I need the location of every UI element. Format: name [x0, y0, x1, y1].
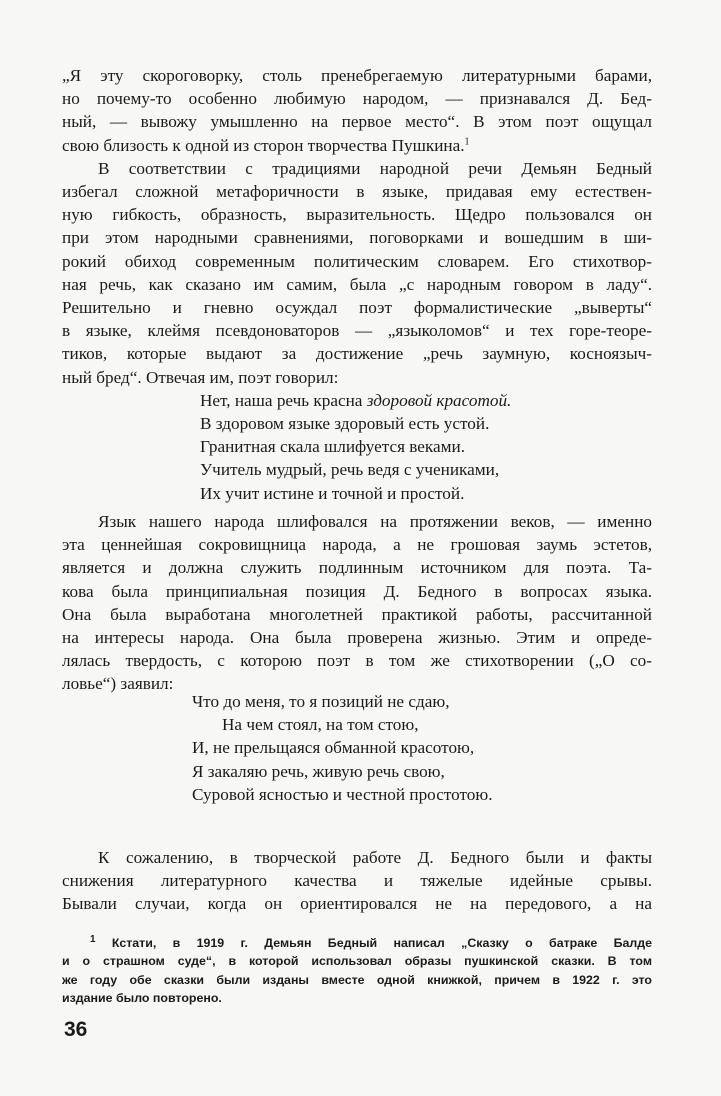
- verse-line: Их учит истине и точной и простой.: [200, 483, 465, 503]
- text-line: [62, 134, 652, 157]
- text-line: Бывали случаи, когда он ориентировался не на передового, а на: [62, 894, 652, 914]
- text-line: ный бред“. Отвечая им, поэт говорил:: [62, 367, 339, 387]
- paragraph-1: [62, 64, 652, 157]
- text-line: ный, — вывожу умышленно на первое место“. В этом поэт ощущал: [62, 112, 652, 132]
- paragraph-2: [62, 157, 652, 389]
- footnote: [62, 934, 652, 1008]
- text-line: тиков, которые выдают за достижение „речь заумную, косноязыч-: [62, 344, 652, 364]
- text-line: Она была выработана многолетней практикой работы, рассчитанной: [62, 604, 652, 624]
- footnote-mark: 1: [90, 933, 96, 945]
- text-fragment: свою близость к одной из сторон творчества Пушкина.: [62, 135, 465, 155]
- text-line: ная речь, как сказано им самим, была „с народным говором в ладу“.: [62, 274, 652, 294]
- paragraph-3: [62, 510, 652, 696]
- text-line: кова была принципиальная позиция Д. Бедного в вопросах языка.: [62, 581, 652, 601]
- text-line: эта ценнейшая сокровищница народа, а не грошовая заумь эстетов,: [62, 535, 652, 555]
- text-line: в языке, клеймя псевдоноваторов — „языколомов“ и тех горе-теоре-: [62, 321, 652, 341]
- text-line: В соответствии с традициями народной речи Демьян Бедный: [98, 158, 652, 178]
- footnote-line: и о страшном суде“, в которой использовал образы пушкинской сказки. В том: [62, 954, 652, 969]
- text-line: избегал сложной метафоричности в языке, придавая ему естествен-: [62, 182, 652, 201]
- text-line: „Я эту скороговорку, столь пренебрегаемую литературными барами,: [62, 66, 652, 85]
- verse-italic-text: здоровой красотой.: [366, 390, 512, 410]
- verse-line: На чем стоял, на том стою,: [222, 715, 419, 735]
- text-line: Язык нашего народа шлифовался на протяжении веков, — именно: [98, 512, 652, 531]
- text-line: Решительно и гневно осуждал поэт формалистические „выверты“: [62, 298, 652, 318]
- verse-block: [192, 690, 612, 806]
- text-line: снижения литературного качества и тяжелые идейные срывы.: [62, 871, 652, 891]
- verse-line: Я закаляю речь, живую речь свою,: [192, 761, 445, 781]
- page-number: 36: [64, 1018, 88, 1041]
- text-line: лялась твердость, с которою поэт в том же стихотворении („О со-: [62, 651, 652, 671]
- footnote-reference[interactable]: 1: [464, 135, 470, 147]
- verse-1: [200, 389, 620, 505]
- footnote-text: Кстати, в 1919 г. Демьян Бедный написал „Сказку о батраке Балде: [95, 936, 652, 950]
- text-line: является и должна служить подлинным источником для поэта. Та-: [62, 558, 652, 578]
- verse-line: Учитель мудрый, речь ведя с учениками,: [200, 460, 500, 480]
- paragraph-4: [62, 846, 652, 916]
- verse-line: [200, 389, 620, 412]
- text-line: ную гибкость, образность, выразительность. Щедро пользовался он: [62, 205, 652, 225]
- text-line: ловье“) заявил:: [62, 674, 174, 694]
- footnote-line: же году обе сказки были изданы вместе одной книжкой, причем в 1922 г. это: [62, 972, 652, 987]
- verse-2: [192, 690, 612, 806]
- text-line: на интересы народа. Она была проверена жизнью. Этим и опреде-: [62, 628, 652, 648]
- verse-text: Нет, наша речь красна: [200, 390, 367, 410]
- footnote-line: [62, 934, 652, 952]
- text-line: К сожалению, в творческой работе Д. Бедного были и факты: [98, 848, 652, 867]
- footnote-line: издание было повторено.: [62, 991, 222, 1006]
- verse-line: Что до меня, то я позиций не сдаю,: [192, 692, 450, 711]
- verse-block: [200, 389, 620, 505]
- verse-line: В здоровом языке здоровый есть устой.: [200, 414, 490, 433]
- verse-line: Суровой ясностью и честной простотою.: [192, 784, 493, 804]
- text-line: рокий обиход современным политическим словарем. Его стихотвор-: [62, 251, 652, 271]
- verse-line: Гранитная скала шлифуется веками.: [200, 437, 466, 457]
- verse-line: И, не прельщаяся обманной красотою,: [192, 738, 475, 758]
- text-line: но почему-то особенно любимую народом, — признавался Д. Бед-: [62, 89, 652, 109]
- text-line: при этом народными сравнениями, поговорками и вошедшим в ши-: [62, 228, 652, 248]
